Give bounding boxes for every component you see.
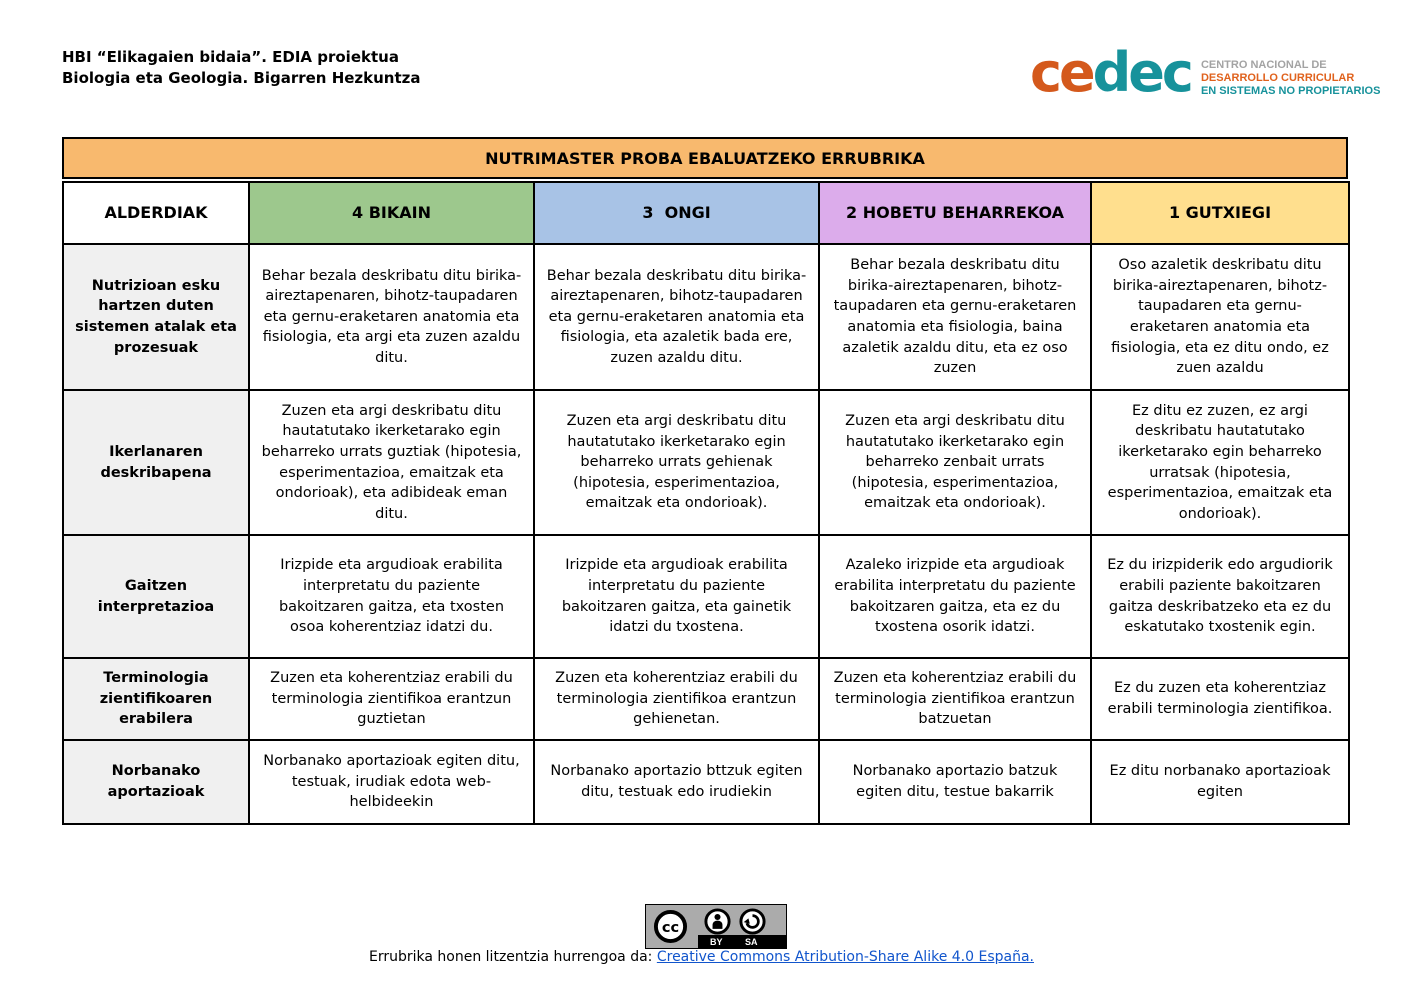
rubric-cell: Norbanako aportazio bttzuk egiten ditu, testuak edo irudiekin: [534, 740, 819, 824]
column-header-bikain: 4 BIKAIN: [249, 182, 534, 244]
cedec-wordmark-dec: dec: [1092, 41, 1191, 104]
rubric-aspect-label: Gaitzen interpretazioa: [63, 535, 249, 658]
rubric-cell: Behar bezala deskribatu ditu birika-aireztapenaren, bihotz-taupadaren eta gernu-eraketaren anatomia eta fisiologia, baina azaletik azaldu ditu, eta ez oso zuzen: [819, 244, 1091, 390]
rubric-cell: Ez ditu ez zuzen, ez argi deskribatu hautatutako ikerketarako egin beharreko urratsak (hipotesia, esperimentazioa, emaitzak eta ondorioak).: [1091, 390, 1349, 535]
cc-sa-label: SA: [745, 937, 758, 947]
cedec-tagline-line3: EN SISTEMAS NO PROPIETARIOS: [1200, 85, 1381, 97]
rubric-cell: Zuzen eta argi deskribatu ditu hautatutako ikerketarako egin beharreko urrats guztiak (hipotesia, esperimentazioa, emaitzak eta ondorioak), eta adibideak eman ditu.: [249, 390, 534, 535]
rubric-cell: Norbanako aportazio batzuk egiten ditu, testue bakarrik: [819, 740, 1091, 824]
rubric-table: [62, 181, 1350, 825]
doc-header-line2: Biologia eta Geologia. Bigarren Hezkuntza: [62, 69, 421, 87]
rubric-cell: Irizpide eta argudioak erabilita interpretatu du paziente bakoitzaren gaitza, eta gainetik idatzi du txostena.: [534, 535, 819, 658]
rubric-aspect-label: Terminologia zientifikoaren erabilera: [63, 658, 249, 740]
cedec-tagline-line1: CENTRO NACIONAL DE: [1200, 59, 1327, 71]
rubric-cell: Zuzen eta argi deskribatu ditu hautatutako ikerketarako egin beharreko zenbait urrats (hipotesia, esperimentazioa, emaitzak eta ondorioak).: [819, 390, 1091, 535]
table-row: [63, 244, 1349, 390]
rubric-cell: Azaleko irizpide eta argudioak erabilita interpretatu du paziente bakoitzaren gaitza, eta ez du txostena osorik idatzi.: [819, 535, 1091, 658]
column-header-ongi: 3 ONGI: [534, 182, 819, 244]
rubric-cell: Ez du irizpiderik edo argudiorik erabili paziente bakoitzaren gaitza deskribatzeko eta ez du eskatutako txostenik egin.: [1091, 535, 1349, 658]
rubric-cell: Irizpide eta argudioak erabilita interpretatu du paziente bakoitzaren gaitza, eta txosten osoa koherentziaz idatzi du.: [249, 535, 534, 658]
license-prefix: Errubrika honen litzentzia hurrengoa da:: [369, 949, 657, 965]
svg-text:cc: cc: [661, 918, 680, 936]
cedec-logo: [1030, 41, 1381, 104]
column-header-gutxiegi: 1 GUTXIEGI: [1091, 182, 1349, 244]
doc-header-line1: HBI “Elikagaien bidaia”. EDIA proiektua: [62, 48, 399, 66]
cedec-wordmark-ce: ce: [1030, 41, 1093, 104]
table-row: [63, 535, 1349, 658]
rubric: [62, 137, 1348, 825]
license-line: [0, 949, 1403, 965]
rubric-cell: Norbanako aportazioak egiten ditu, testuak, irudiak edota web-helbideekin: [249, 740, 534, 824]
rubric-aspect-label: Norbanako aportazioak: [63, 740, 249, 824]
cedec-tagline-line2: DESARROLLO CURRICULAR: [1200, 72, 1355, 84]
table-row: [63, 658, 1349, 740]
rubric-cell: Behar bezala deskribatu ditu birika-aireztapenaren, bihotz-taupadaren eta gernu-eraketaren anatomia eta fisiologia, eta azaletik bada ere, zuzen azaldu ditu.: [534, 244, 819, 390]
column-header-alderdiak: ALDERDIAK: [63, 182, 249, 244]
rubric-aspect-label: Nutrizioan esku hartzen duten sistemen atalak eta prozesuak: [63, 244, 249, 390]
cc-by-person-icon: [704, 908, 731, 935]
cedec-wordmark: [1030, 41, 1191, 104]
rubric-cell: Ez ditu norbanako aportazioak egiten: [1091, 740, 1349, 824]
rubric-title: NUTRIMASTER PROBA EBALUATZEKO ERRUBRIKA: [62, 137, 1348, 179]
cc-icon: [653, 909, 688, 944]
table-row: [63, 740, 1349, 824]
license-link[interactable]: Creative Commons Atribution-Share Alike 4.0 España.: [656, 949, 1034, 965]
cc-sa-arrow-icon: [739, 908, 766, 935]
column-header-hobetu-beharrekoa: 2 HOBETU BEHARREKOA: [819, 182, 1091, 244]
rubric-aspect-label: Ikerlanaren deskribapena: [63, 390, 249, 535]
rubric-cell: Behar bezala deskribatu ditu birika-aireztapenaren, bihotz-taupadaren eta gernu-eraketaren anatomia eta fisiologia, eta argi eta zuzen azaldu ditu.: [249, 244, 534, 390]
rubric-cell: Oso azaletik deskribatu ditu birika-aireztapenaren, bihotz-taupadaren eta gernu-eraketaren anatomia eta fisiologia, eta ez ditu ondo, ez zuen azaldu: [1091, 244, 1349, 390]
rubric-cell: Zuzen eta argi deskribatu ditu hautatutako ikerketarako egin beharreko urrats gehienak (hipotesia, esperimentazioa, emaitzak eta ondorioak).: [534, 390, 819, 535]
rubric-cell: Ez du zuzen eta koherentziaz erabili terminologia zientifikoa.: [1091, 658, 1349, 740]
rubric-cell: Zuzen eta koherentziaz erabili du terminologia zientifikoa erantzun guztietan: [249, 658, 534, 740]
cedec-tagline: [1201, 59, 1381, 98]
rubric-cell: Zuzen eta koherentziaz erabili du terminologia zientifikoa erantzun batzuetan: [819, 658, 1091, 740]
cc-by-label: BY: [710, 937, 723, 947]
doc-header: [62, 47, 421, 89]
cc-license-badge: [645, 904, 787, 949]
rubric-header-row: [63, 182, 1349, 244]
rubric-cell: Zuzen eta koherentziaz erabili du terminologia zientifikoa erantzun gehienetan.: [534, 658, 819, 740]
table-row: [63, 390, 1349, 535]
